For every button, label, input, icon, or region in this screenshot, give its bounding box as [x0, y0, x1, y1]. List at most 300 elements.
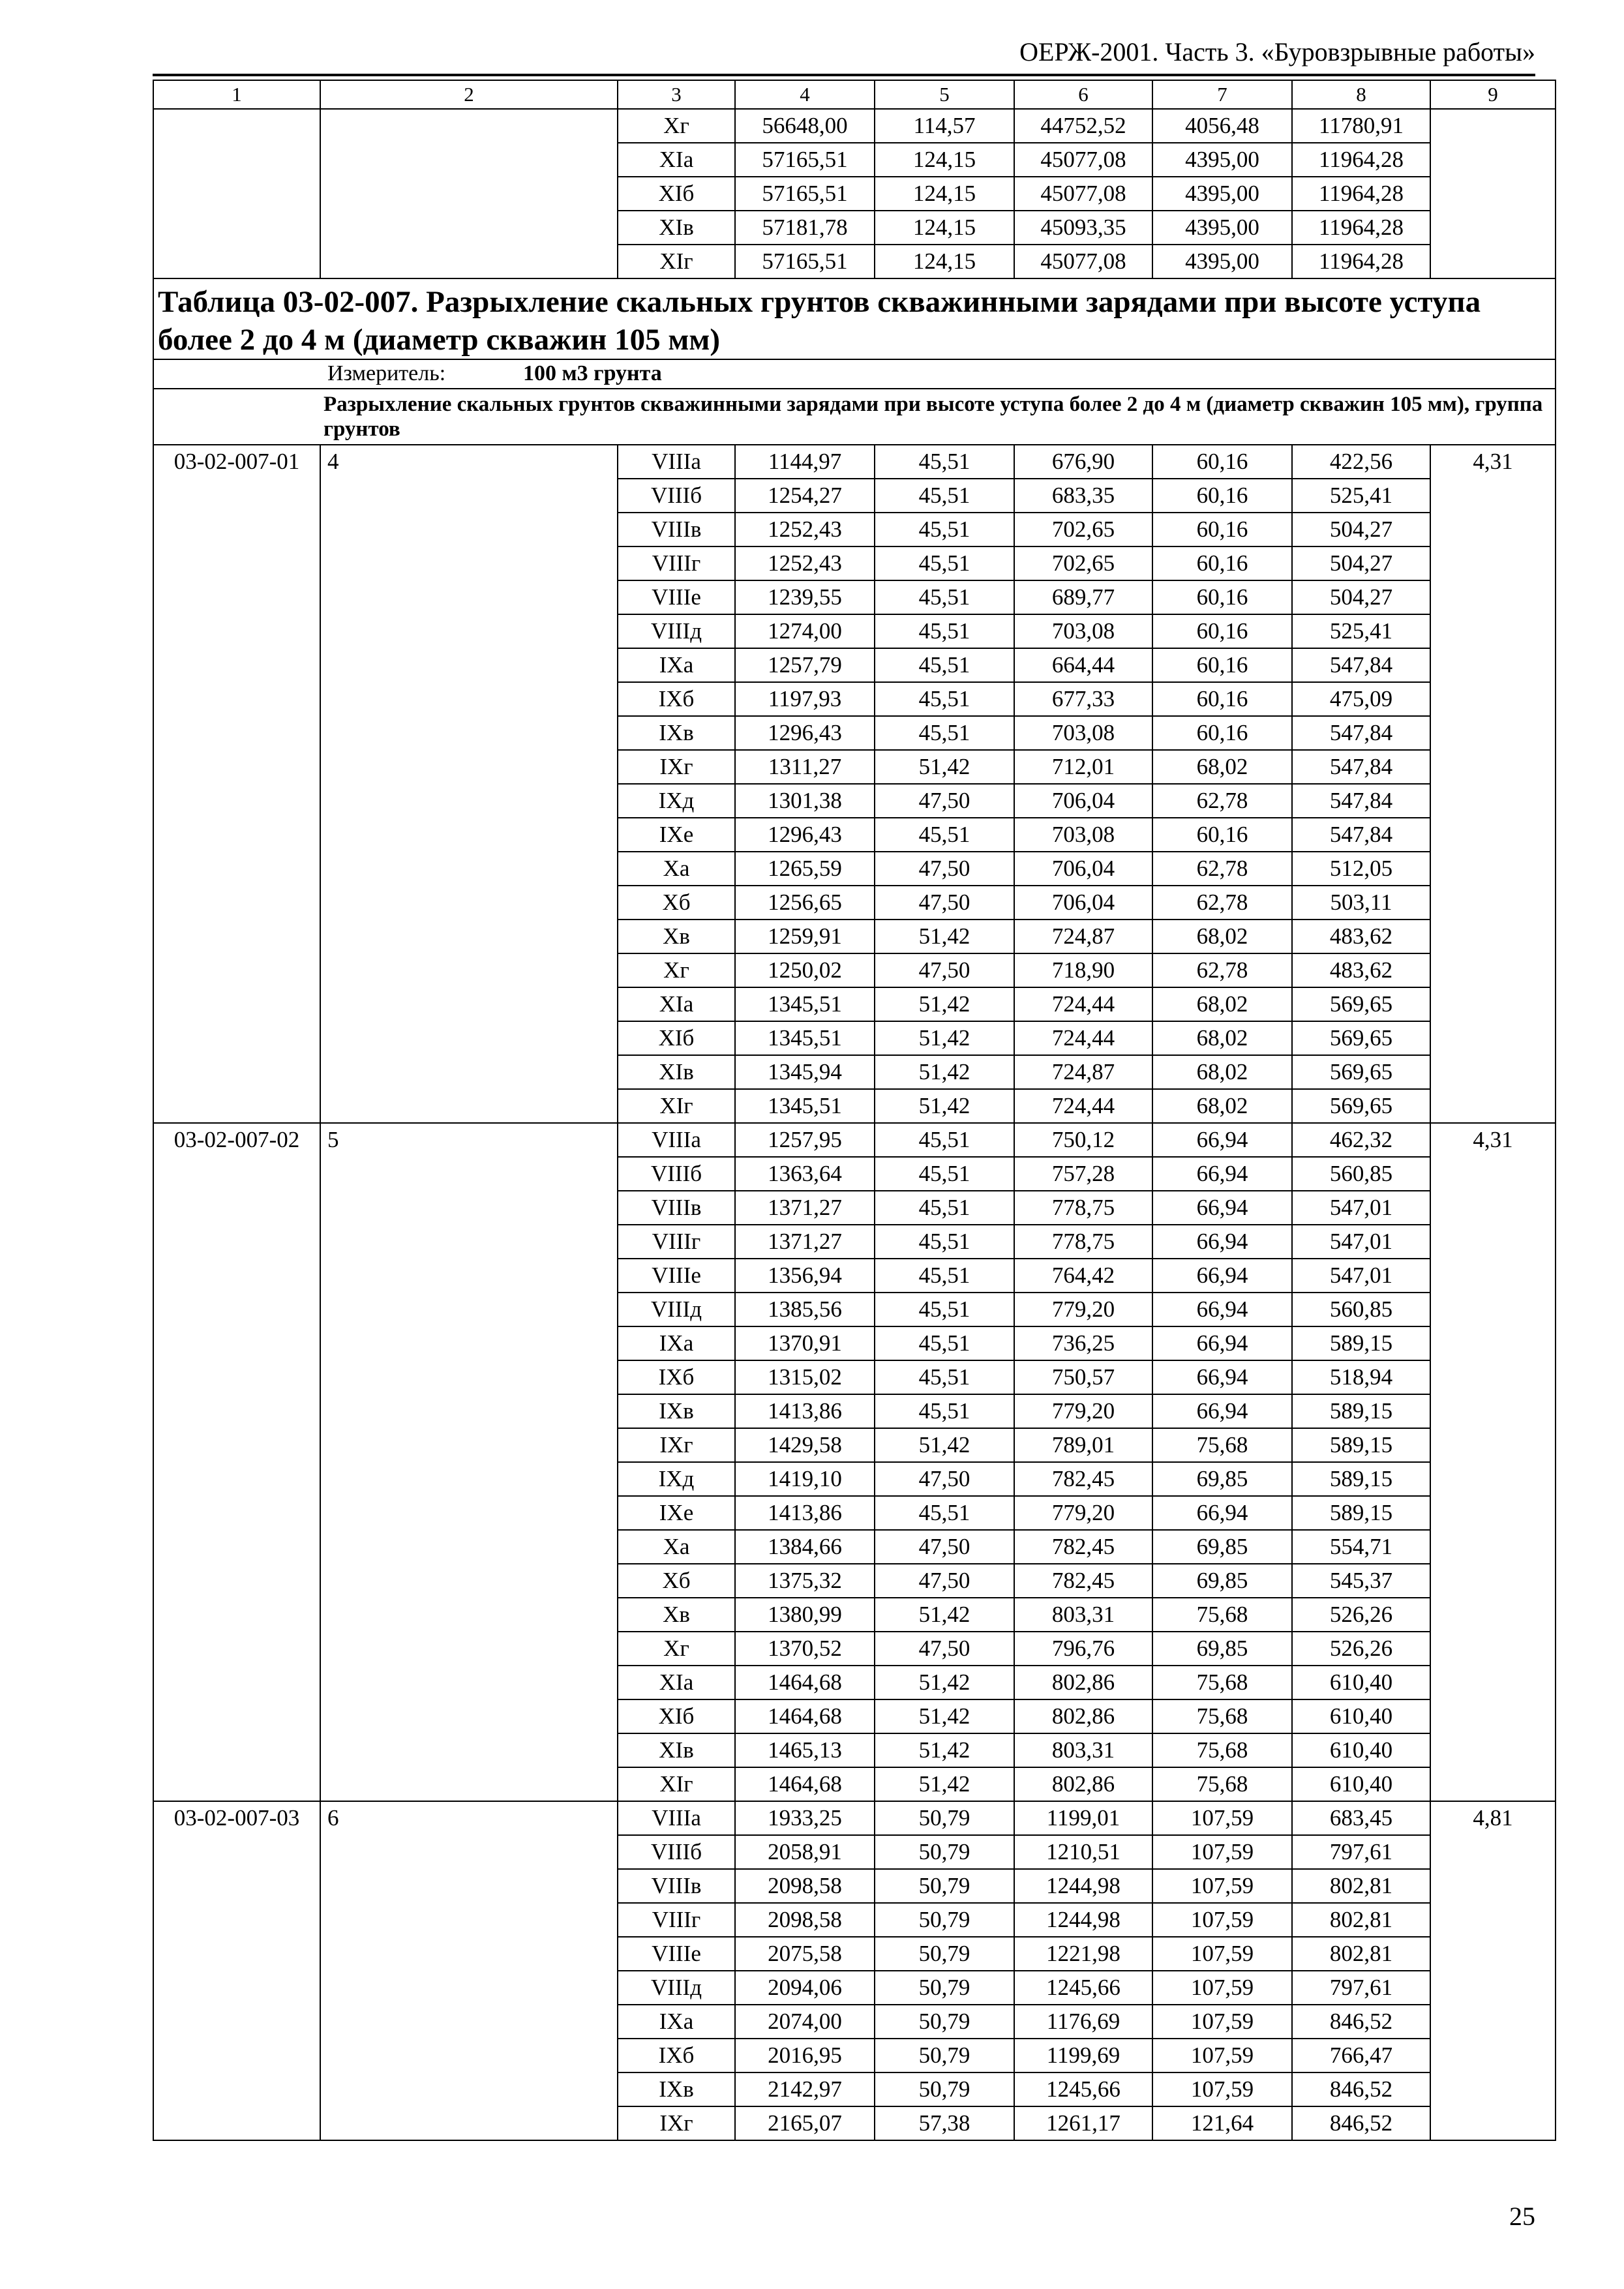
value-cell: 60,16	[1152, 513, 1292, 546]
value-cell: 664,44	[1014, 648, 1152, 682]
value-cell: 797,61	[1292, 1971, 1430, 2005]
norm-code-cell: 03-02-007-02	[153, 1123, 320, 1801]
value-cell: 107,59	[1152, 2072, 1292, 2106]
value-cell: 706,04	[1014, 784, 1152, 818]
col9-value-cell: 4,31	[1430, 445, 1556, 1123]
soil-group-cell: VIIIд	[618, 1971, 735, 2005]
soil-group-cell: IXв	[618, 716, 735, 750]
value-cell: 703,08	[1014, 716, 1152, 750]
value-cell: 68,02	[1152, 920, 1292, 953]
soil-group-cell: IXд	[618, 784, 735, 818]
value-cell: 45077,08	[1014, 177, 1152, 211]
value-cell: 69,85	[1152, 1564, 1292, 1598]
running-header: ОЕРЖ-2001. Часть 3. «Буровзрывные работы»	[1019, 37, 1535, 67]
value-cell: 45,51	[875, 1191, 1014, 1225]
value-cell: 124,15	[875, 143, 1014, 177]
value-cell: 610,40	[1292, 1666, 1430, 1699]
soil-group-cell: VIIIв	[618, 1191, 735, 1225]
measure-cell	[153, 359, 1556, 389]
value-cell: 782,45	[1014, 1564, 1152, 1598]
norms-table	[153, 80, 1556, 2141]
value-cell: 66,94	[1152, 1191, 1292, 1225]
soil-group-cell: IXв	[618, 2072, 735, 2106]
value-cell: 124,15	[875, 211, 1014, 245]
value-cell: 1356,94	[735, 1259, 875, 1293]
value-cell: 68,02	[1152, 750, 1292, 784]
column-number-row	[153, 80, 1556, 109]
norm-code-cell: 03-02-007-03	[153, 1801, 320, 2140]
soil-group-cell: VIIIа	[618, 1801, 735, 1835]
value-cell: 1199,01	[1014, 1801, 1152, 1835]
column-number-cell: 1	[153, 80, 320, 109]
value-cell: 1296,43	[735, 716, 875, 750]
soil-group-cell: VIIIд	[618, 614, 735, 648]
soil-group-cell: VIIIв	[618, 1869, 735, 1903]
value-cell: 610,40	[1292, 1699, 1430, 1733]
header-rule	[153, 74, 1535, 76]
value-cell: 560,85	[1292, 1293, 1430, 1326]
value-cell: 107,59	[1152, 1801, 1292, 1835]
value-cell: 1933,25	[735, 1801, 875, 1835]
value-cell: 51,42	[875, 1055, 1014, 1089]
value-cell: 846,52	[1292, 2106, 1430, 2140]
measure-label: Измеритель:	[327, 361, 446, 385]
value-cell: 1256,65	[735, 886, 875, 920]
value-cell: 75,68	[1152, 1733, 1292, 1767]
value-cell: 75,68	[1152, 1666, 1292, 1699]
soil-group-cell: VIIIд	[618, 1293, 735, 1326]
value-cell: 569,65	[1292, 1021, 1430, 1055]
column-number-cell: 5	[875, 80, 1014, 109]
value-cell: 75,68	[1152, 1699, 1292, 1733]
value-cell: 4056,48	[1152, 109, 1292, 143]
value-cell: 702,65	[1014, 546, 1152, 580]
soil-group-cell: IXб	[618, 682, 735, 716]
soil-group-cell: VIIIа	[618, 1123, 735, 1157]
value-cell: 724,44	[1014, 987, 1152, 1021]
value-cell: 1413,86	[735, 1496, 875, 1530]
soil-group-cell: VIIIг	[618, 1903, 735, 1937]
value-cell: 47,50	[875, 1462, 1014, 1496]
value-cell: 1384,66	[735, 1530, 875, 1564]
soil-group-cell: IXд	[618, 1462, 735, 1496]
value-cell: 589,15	[1292, 1428, 1430, 1462]
value-cell: 750,12	[1014, 1123, 1152, 1157]
value-cell: 57,38	[875, 2106, 1014, 2140]
value-cell: 57165,51	[735, 245, 875, 278]
value-cell: 11780,91	[1292, 109, 1430, 143]
soil-group-cell: IXг	[618, 2106, 735, 2140]
value-cell: 483,62	[1292, 920, 1430, 953]
value-cell: 69,85	[1152, 1530, 1292, 1564]
value-cell: 569,65	[1292, 987, 1430, 1021]
value-cell: 107,59	[1152, 1835, 1292, 1869]
value-cell: 1210,51	[1014, 1835, 1152, 1869]
value-cell: 57181,78	[735, 211, 875, 245]
soil-group-cell: XIг	[618, 245, 735, 278]
value-cell: 778,75	[1014, 1191, 1152, 1225]
value-cell: 802,81	[1292, 1869, 1430, 1903]
value-cell: 1239,55	[735, 580, 875, 614]
soil-group-cell: VIIIб	[618, 1157, 735, 1191]
value-cell: 60,16	[1152, 546, 1292, 580]
value-cell: 545,37	[1292, 1564, 1430, 1598]
value-cell: 66,94	[1152, 1123, 1292, 1157]
soil-group-cell: Xв	[618, 1598, 735, 1632]
soil-group-cell: XIа	[618, 987, 735, 1021]
value-cell: 47,50	[875, 1632, 1014, 1666]
subtitle-row	[153, 389, 1556, 445]
value-cell: 718,90	[1014, 953, 1152, 987]
value-cell: 589,15	[1292, 1326, 1430, 1360]
soil-group-cell: XIа	[618, 1666, 735, 1699]
value-cell: 4395,00	[1152, 177, 1292, 211]
soil-group-cell: IXе	[618, 818, 735, 852]
value-cell: 1465,13	[735, 1733, 875, 1767]
column-number-cell: 6	[1014, 80, 1152, 109]
col2-cell-empty	[320, 109, 618, 278]
norm-number-cell: 5	[320, 1123, 618, 1801]
value-cell: 47,50	[875, 1564, 1014, 1598]
value-cell: 1244,98	[1014, 1903, 1152, 1937]
value-cell: 422,56	[1292, 445, 1430, 479]
value-cell: 703,08	[1014, 614, 1152, 648]
value-cell: 1274,00	[735, 614, 875, 648]
soil-group-cell: VIIIе	[618, 580, 735, 614]
value-cell: 782,45	[1014, 1462, 1152, 1496]
value-cell: 569,65	[1292, 1055, 1430, 1089]
value-cell: 45,51	[875, 580, 1014, 614]
value-cell: 50,79	[875, 1869, 1014, 1903]
value-cell: 1245,66	[1014, 2072, 1152, 2106]
measure-row	[153, 359, 1556, 389]
value-cell: 724,44	[1014, 1089, 1152, 1123]
col9-value-cell: 4,81	[1430, 1801, 1556, 2140]
value-cell: 689,77	[1014, 580, 1152, 614]
value-cell: 706,04	[1014, 886, 1152, 920]
value-cell: 724,44	[1014, 1021, 1152, 1055]
value-cell: 547,84	[1292, 648, 1430, 682]
value-cell: 2142,97	[735, 2072, 875, 2106]
value-cell: 802,86	[1014, 1666, 1152, 1699]
value-cell: 1261,17	[1014, 2106, 1152, 2140]
table-row	[153, 1123, 1556, 1157]
value-cell: 589,15	[1292, 1496, 1430, 1530]
value-cell: 60,16	[1152, 445, 1292, 479]
value-cell: 60,16	[1152, 716, 1292, 750]
value-cell: 45,51	[875, 1293, 1014, 1326]
value-cell: 68,02	[1152, 1089, 1292, 1123]
value-cell: 547,84	[1292, 750, 1430, 784]
value-cell: 50,79	[875, 2039, 1014, 2072]
value-cell: 1464,68	[735, 1767, 875, 1801]
soil-group-cell: IXа	[618, 648, 735, 682]
value-cell: 757,28	[1014, 1157, 1152, 1191]
value-cell: 66,94	[1152, 1326, 1292, 1360]
value-cell: 512,05	[1292, 852, 1430, 886]
table-title-row	[153, 278, 1556, 359]
soil-group-cell: XIв	[618, 1055, 735, 1089]
soil-group-cell: XIв	[618, 1733, 735, 1767]
value-cell: 47,50	[875, 886, 1014, 920]
value-cell: 50,79	[875, 1903, 1014, 1937]
value-cell: 45,51	[875, 1326, 1014, 1360]
value-cell: 547,84	[1292, 716, 1430, 750]
value-cell: 589,15	[1292, 1462, 1430, 1496]
value-cell: 121,64	[1152, 2106, 1292, 2140]
value-cell: 2165,07	[735, 2106, 875, 2140]
value-cell: 68,02	[1152, 987, 1292, 1021]
value-cell: 547,84	[1292, 818, 1430, 852]
value-cell: 114,57	[875, 109, 1014, 143]
soil-group-cell: IXа	[618, 2005, 735, 2039]
value-cell: 45,51	[875, 1123, 1014, 1157]
soil-group-cell: IXе	[618, 1496, 735, 1530]
value-cell: 525,41	[1292, 479, 1430, 513]
value-cell: 803,31	[1014, 1598, 1152, 1632]
value-cell: 569,65	[1292, 1089, 1430, 1123]
value-cell: 1370,52	[735, 1632, 875, 1666]
value-cell: 724,87	[1014, 1055, 1152, 1089]
value-cell: 1464,68	[735, 1666, 875, 1699]
value-cell: 1259,91	[735, 920, 875, 953]
value-cell: 50,79	[875, 1835, 1014, 1869]
value-cell: 51,42	[875, 1089, 1014, 1123]
soil-group-cell: VIIIг	[618, 546, 735, 580]
value-cell: 1370,91	[735, 1326, 875, 1360]
value-cell: 802,86	[1014, 1767, 1152, 1801]
value-cell: 779,20	[1014, 1496, 1152, 1530]
value-cell: 1252,43	[735, 513, 875, 546]
value-cell: 45,51	[875, 1496, 1014, 1530]
value-cell: 782,45	[1014, 1530, 1152, 1564]
soil-group-cell: IXг	[618, 750, 735, 784]
value-cell: 802,81	[1292, 1937, 1430, 1971]
value-cell: 1385,56	[735, 1293, 875, 1326]
table-title: Таблица 03-02-007. Разрыхление скальных грунтов скважинными зарядами при высоте уступа более 2 до 4 м (диаметр скважин 105 мм)	[153, 278, 1556, 359]
value-cell: 462,32	[1292, 1123, 1430, 1157]
soil-group-cell: XIб	[618, 1021, 735, 1055]
value-cell: 526,26	[1292, 1598, 1430, 1632]
value-cell: 45077,08	[1014, 245, 1152, 278]
value-cell: 11964,28	[1292, 143, 1430, 177]
value-cell: 69,85	[1152, 1462, 1292, 1496]
value-cell: 50,79	[875, 2072, 1014, 2106]
value-cell: 779,20	[1014, 1394, 1152, 1428]
value-cell: 1315,02	[735, 1360, 875, 1394]
soil-group-cell: XIа	[618, 143, 735, 177]
value-cell: 483,62	[1292, 953, 1430, 987]
value-cell: 526,26	[1292, 1632, 1430, 1666]
value-cell: 610,40	[1292, 1767, 1430, 1801]
value-cell: 45,51	[875, 1157, 1014, 1191]
value-cell: 1419,10	[735, 1462, 875, 1496]
column-number-cell: 8	[1292, 80, 1430, 109]
norm-code-cell: 03-02-007-01	[153, 445, 320, 1123]
value-cell: 62,78	[1152, 886, 1292, 920]
value-cell: 803,31	[1014, 1733, 1152, 1767]
value-cell: 1380,99	[735, 1598, 875, 1632]
column-number-cell: 3	[618, 80, 735, 109]
col9-value-cell: 4,31	[1430, 1123, 1556, 1801]
value-cell: 107,59	[1152, 2039, 1292, 2072]
value-cell: 504,27	[1292, 513, 1430, 546]
value-cell: 45,51	[875, 479, 1014, 513]
value-cell: 45,51	[875, 818, 1014, 852]
value-cell: 589,15	[1292, 1394, 1430, 1428]
value-cell: 107,59	[1152, 1869, 1292, 1903]
value-cell: 62,78	[1152, 852, 1292, 886]
value-cell: 51,42	[875, 750, 1014, 784]
value-cell: 68,02	[1152, 1055, 1292, 1089]
value-cell: 560,85	[1292, 1157, 1430, 1191]
value-cell: 45,51	[875, 445, 1014, 479]
value-cell: 66,94	[1152, 1360, 1292, 1394]
value-cell: 11964,28	[1292, 211, 1430, 245]
value-cell: 50,79	[875, 1801, 1014, 1835]
value-cell: 50,79	[875, 2005, 1014, 2039]
value-cell: 60,16	[1152, 818, 1292, 852]
value-cell: 779,20	[1014, 1293, 1152, 1326]
column-number-cell: 7	[1152, 80, 1292, 109]
value-cell: 475,09	[1292, 682, 1430, 716]
value-cell: 1221,98	[1014, 1937, 1152, 1971]
value-cell: 45,51	[875, 648, 1014, 682]
value-cell: 518,94	[1292, 1360, 1430, 1394]
value-cell: 1252,43	[735, 546, 875, 580]
table-subtitle: Разрыхление скальных грунтов скважинными зарядами при высоте уступа более 2 до 4 м (диаметр скважин 105 мм), группа грунтов	[153, 389, 1556, 445]
value-cell: 2098,58	[735, 1903, 875, 1937]
value-cell: 1197,93	[735, 682, 875, 716]
soil-group-cell: XIг	[618, 1089, 735, 1123]
soil-group-cell: Xг	[618, 1632, 735, 1666]
value-cell: 1144,97	[735, 445, 875, 479]
value-cell: 504,27	[1292, 546, 1430, 580]
value-cell: 846,52	[1292, 2072, 1430, 2106]
value-cell: 11964,28	[1292, 245, 1430, 278]
value-cell: 547,84	[1292, 784, 1430, 818]
soil-group-cell: IXа	[618, 1326, 735, 1360]
soil-group-cell: IXб	[618, 2039, 735, 2072]
value-cell: 547,01	[1292, 1191, 1430, 1225]
value-cell: 45,51	[875, 1360, 1014, 1394]
value-cell: 724,87	[1014, 920, 1152, 953]
value-cell: 703,08	[1014, 818, 1152, 852]
value-cell: 1375,32	[735, 1564, 875, 1598]
value-cell: 1245,66	[1014, 1971, 1152, 2005]
value-cell: 2016,95	[735, 2039, 875, 2072]
value-cell: 547,01	[1292, 1259, 1430, 1293]
value-cell: 51,42	[875, 987, 1014, 1021]
value-cell: 51,42	[875, 1428, 1014, 1462]
soil-group-cell: VIIIа	[618, 445, 735, 479]
value-cell: 1296,43	[735, 818, 875, 852]
value-cell: 60,16	[1152, 648, 1292, 682]
value-cell: 525,41	[1292, 614, 1430, 648]
value-cell: 1413,86	[735, 1394, 875, 1428]
value-cell: 66,94	[1152, 1225, 1292, 1259]
value-cell: 62,78	[1152, 953, 1292, 987]
value-cell: 2058,91	[735, 1835, 875, 1869]
value-cell: 75,68	[1152, 1598, 1292, 1632]
value-cell: 66,94	[1152, 1259, 1292, 1293]
soil-group-cell: Xв	[618, 920, 735, 953]
value-cell: 45077,08	[1014, 143, 1152, 177]
value-cell: 712,01	[1014, 750, 1152, 784]
value-cell: 66,94	[1152, 1293, 1292, 1326]
value-cell: 1257,95	[735, 1123, 875, 1157]
value-cell: 69,85	[1152, 1632, 1292, 1666]
value-cell: 68,02	[1152, 1021, 1292, 1055]
value-cell: 1301,38	[735, 784, 875, 818]
value-cell: 736,25	[1014, 1326, 1152, 1360]
value-cell: 51,42	[875, 1733, 1014, 1767]
value-cell: 676,90	[1014, 445, 1152, 479]
value-cell: 1244,98	[1014, 1869, 1152, 1903]
table-row	[153, 1801, 1556, 1835]
value-cell: 50,79	[875, 1937, 1014, 1971]
value-cell: 802,81	[1292, 1903, 1430, 1937]
col9-cell-empty	[1430, 109, 1556, 278]
value-cell: 62,78	[1152, 784, 1292, 818]
column-number-cell: 2	[320, 80, 618, 109]
value-cell: 51,42	[875, 1666, 1014, 1699]
value-cell: 47,50	[875, 784, 1014, 818]
soil-group-cell: XIг	[618, 1767, 735, 1801]
value-cell: 107,59	[1152, 2005, 1292, 2039]
soil-group-cell: Xг	[618, 109, 735, 143]
soil-group-cell: XIб	[618, 1699, 735, 1733]
value-cell: 75,68	[1152, 1767, 1292, 1801]
norm-number-cell: 6	[320, 1801, 618, 2140]
value-cell: 2098,58	[735, 1869, 875, 1903]
value-cell: 60,16	[1152, 614, 1292, 648]
value-cell: 846,52	[1292, 2005, 1430, 2039]
value-cell: 51,42	[875, 920, 1014, 953]
value-cell: 51,42	[875, 1021, 1014, 1055]
value-cell: 124,15	[875, 245, 1014, 278]
value-cell: 66,94	[1152, 1394, 1292, 1428]
value-cell: 51,42	[875, 1598, 1014, 1632]
soil-group-cell: Xб	[618, 1564, 735, 1598]
value-cell: 1464,68	[735, 1699, 875, 1733]
value-cell: 1257,79	[735, 648, 875, 682]
value-cell: 1345,51	[735, 1089, 875, 1123]
value-cell: 1250,02	[735, 953, 875, 987]
value-cell: 60,16	[1152, 479, 1292, 513]
soil-group-cell: IXг	[618, 1428, 735, 1462]
value-cell: 50,79	[875, 1971, 1014, 2005]
value-cell: 764,42	[1014, 1259, 1152, 1293]
value-cell: 11964,28	[1292, 177, 1430, 211]
soil-group-cell: Xб	[618, 886, 735, 920]
soil-group-cell: VIIIг	[618, 1225, 735, 1259]
value-cell: 1429,58	[735, 1428, 875, 1462]
soil-group-cell: Xа	[618, 1530, 735, 1564]
value-cell: 554,71	[1292, 1530, 1430, 1564]
value-cell: 1371,27	[735, 1191, 875, 1225]
value-cell: 504,27	[1292, 580, 1430, 614]
soil-group-cell: VIIIб	[618, 479, 735, 513]
value-cell: 2074,00	[735, 2005, 875, 2039]
value-cell: 4395,00	[1152, 211, 1292, 245]
value-cell: 60,16	[1152, 580, 1292, 614]
norm-number-cell: 4	[320, 445, 618, 1123]
soil-group-cell: Xа	[618, 852, 735, 886]
value-cell: 702,65	[1014, 513, 1152, 546]
value-cell: 107,59	[1152, 1903, 1292, 1937]
value-cell: 66,94	[1152, 1157, 1292, 1191]
